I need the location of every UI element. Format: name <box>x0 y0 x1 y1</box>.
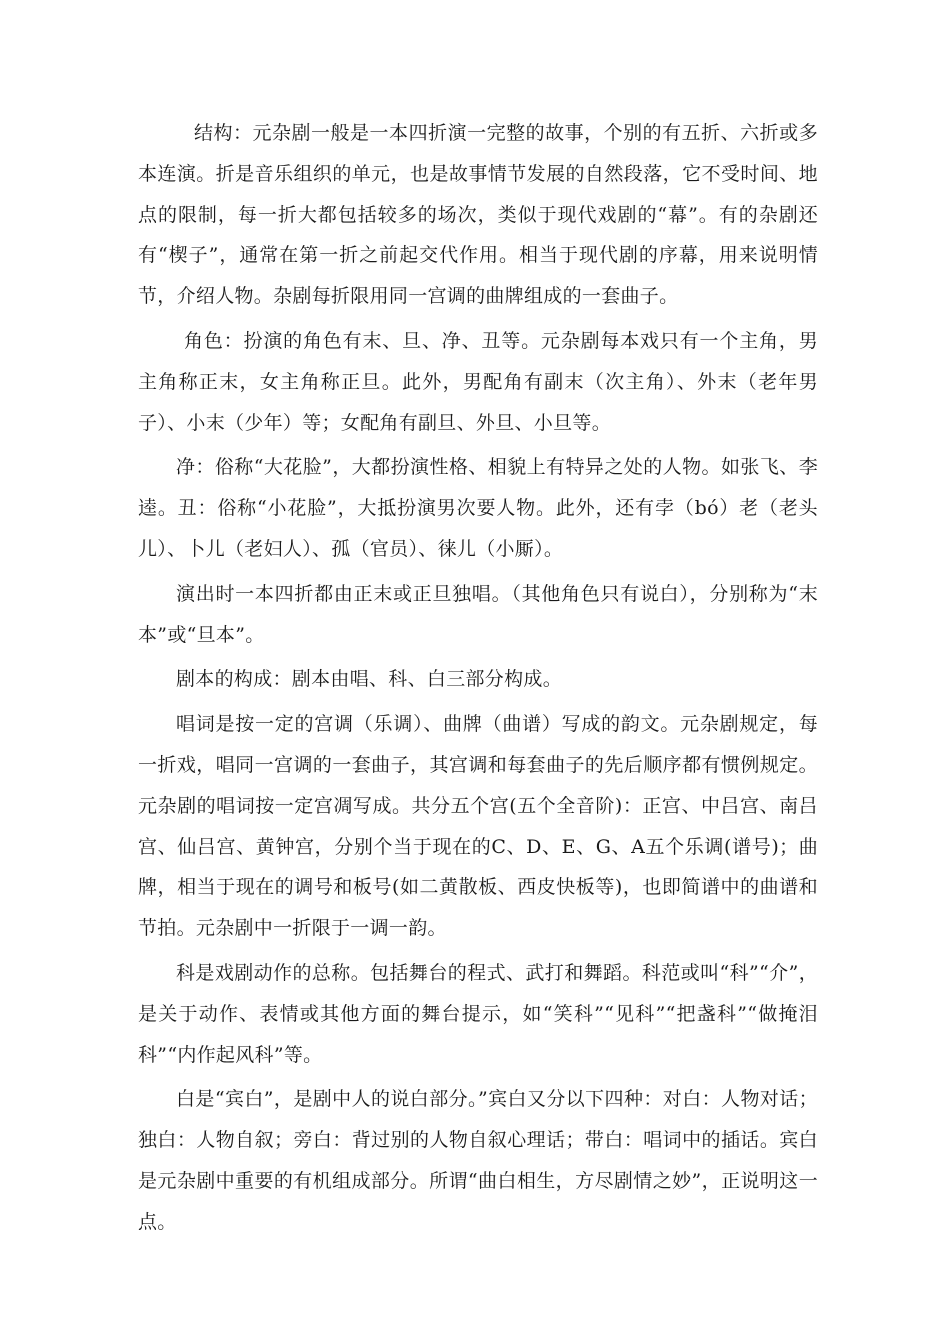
paragraph-ke: 科是戏剧动作的总称。包括舞台的程式、武打和舞蹈。科范或叫“科”“介”，是关于动作、表情或其他方面的舞台提示，如“笑科”“见科”“把盏科”“做掩泪科”“内作起风科”等。 <box>138 961 818 1066</box>
paragraph-lyrics: 唱词是按一定的宫调（乐调）、曲牌（曲谱）写成的韵文。元杂剧规定，每一折戏，唱同一宫调的一套曲子，其宫调和每套曲子的先后顺序都有惯例规定。元杂剧的唱词按一定宫凋写成。共分五个宫(五个全音阶)：正宫、中吕宫、南吕宫、仙吕宫、黄钟宫，分别个当于现在的C、D、E、G、A五个乐调(谱号)；曲牌，相当于现在的调号和板号(如二黄散板、西皮快板等)，也即简谱中的曲谱和节拍。元杂剧中一折限于一调一韵。 <box>138 713 818 940</box>
paragraph-performance: 演出时一本四折都由正末或正旦独唱。（其他角色只有说白），分别称为“末本”或“旦本”。 <box>138 582 818 646</box>
paragraph-script-composition: 剧本的构成：剧本由唱、科、白三部分构成。 <box>176 668 563 691</box>
paragraph-structure: 结构：元杂剧一般是一本四折演一完整的故事，个别的有五折、六折或多本连演。折是音乐组织的单元，也是故事情节发展的自然段落，它不受时间、地点的限制，每一折大都包括较多的场次，类似于现代戏剧的“幕”。有的杂剧还有“楔子”，通常在第一折之前起交代作用。相当于现代剧的序幕，用来说明情节，介绍人物。杂剧每折限用同一宫调的曲牌组成的一套曲子。 <box>138 122 818 308</box>
paragraph-roles: 角色：扮演的角色有末、旦、净、丑等。元杂剧每本戏只有一个主角，男主角称正末，女主角称正旦。此外，男配角有副末（次主角）、外末（老年男子）、小末（少年）等；女配角有副旦、外旦、小旦等。 <box>138 329 818 434</box>
paragraph-bai: 白是“宾白”，是剧中人的说白部分。”宾白又分以下四种：对白：人物对话；独白：人物自叙；旁白：背过别的人物自叙心理话；带白：唱词中的插话。宾白是元杂剧中重要的有机组成部分。所谓“曲白相生，方尽剧情之妙”，正说明这一点。 <box>138 1088 818 1233</box>
document-body <box>138 113 818 1247</box>
paragraph-jing-chou: 净：俗称“大花脸”，大都扮演性格、相貌上有特异之处的人物。如张飞、李逵。丑：俗称“小花脸”，大抵扮演男次要人物。此外，还有孛（bó）老（老头儿）、卜儿（老妇人）、孤（官员）、徕儿（小厮）。 <box>138 456 818 560</box>
